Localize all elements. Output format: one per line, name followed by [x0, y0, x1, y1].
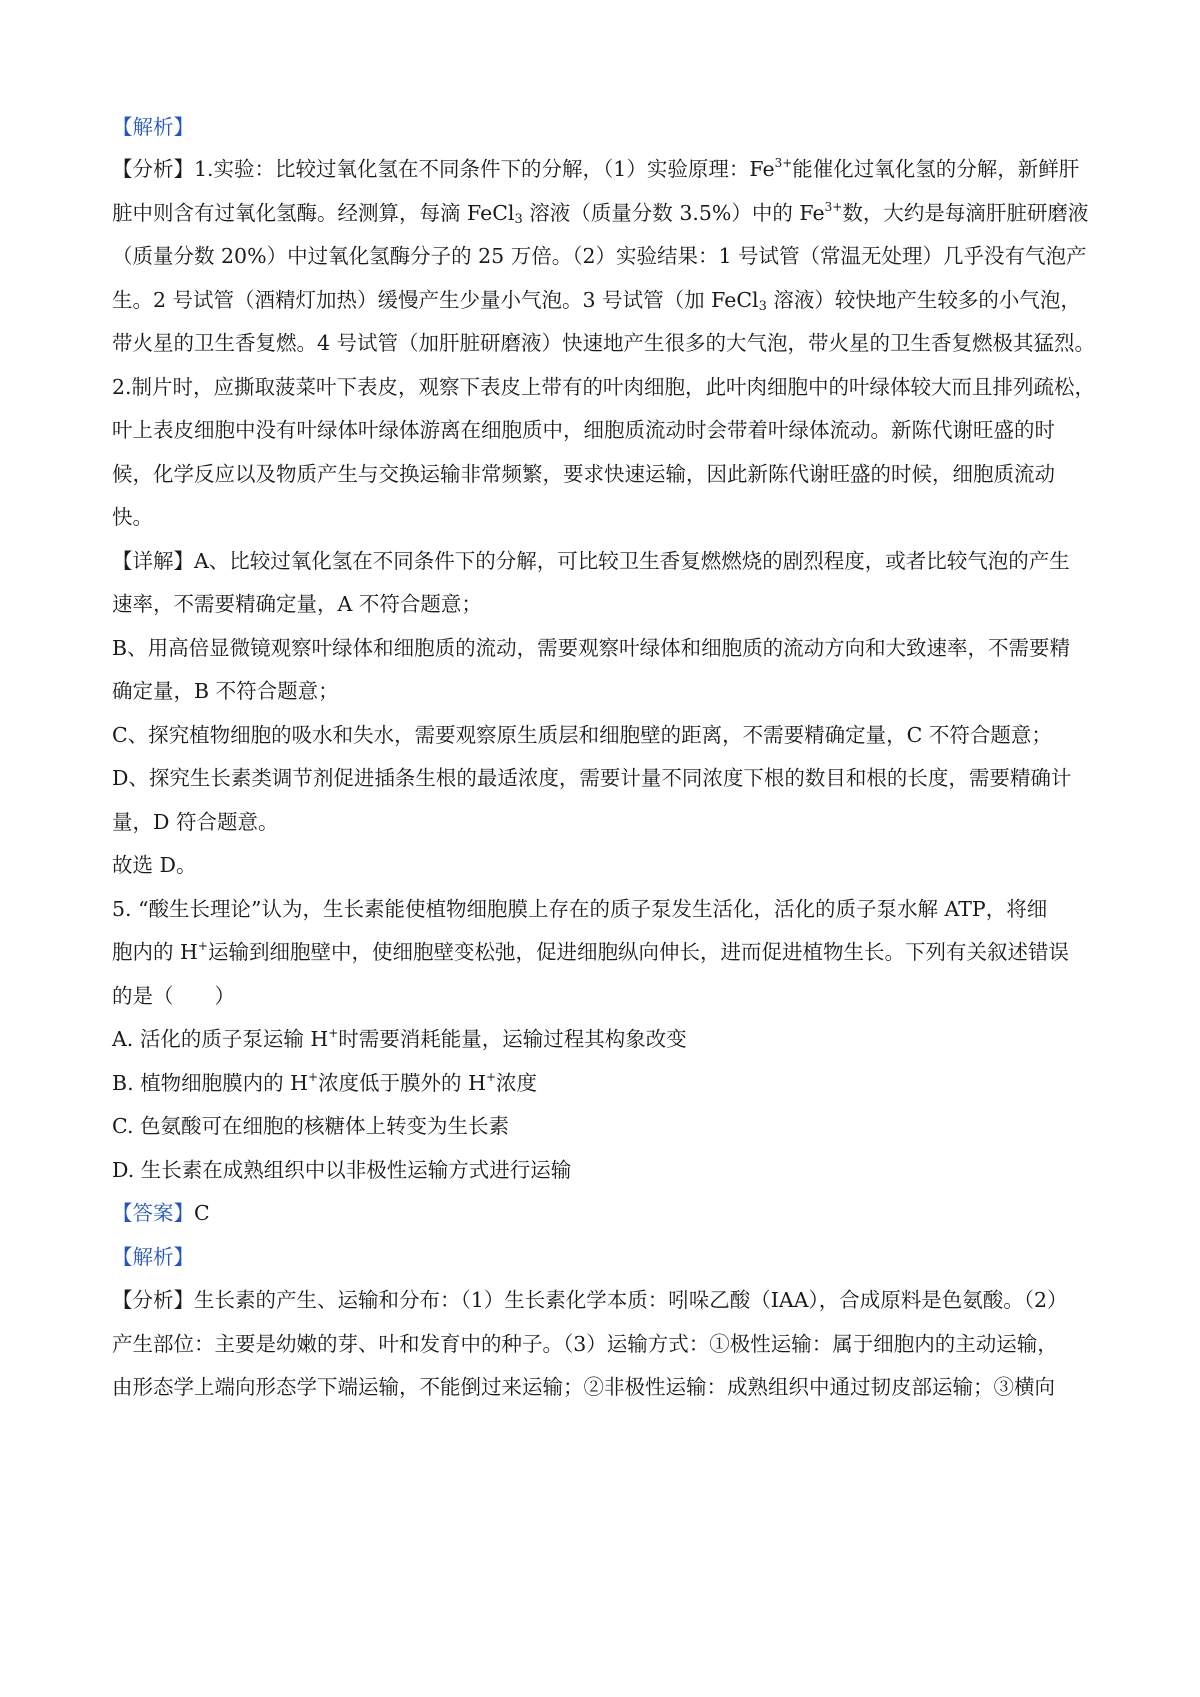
section-heading-jiexi	[112, 113, 194, 141]
answer-tag: 【答案】	[112, 1201, 194, 1225]
detail-line-b2: 确定量，B 不符合题意；	[112, 679, 339, 703]
option-a: A. 活化的质子泵运输 H+时需要消耗能量，运输过程其构象改变	[112, 1026, 687, 1051]
answer-line	[112, 1199, 210, 1227]
question-5-line-2: 胞内的 H+运输到细胞壁中，使细胞壁变松弛，促进细胞纵向伸长，进而促进植物生长。下列有关叙述错误	[112, 939, 1069, 964]
analysis-line-3: （质量分数 20%）中过氧化氢酶分子的 25 万倍。（2）实验结果：1 号试管（常温无处理）几乎没有气泡产	[112, 244, 1087, 268]
detail-tag: 【详解】	[112, 549, 194, 573]
analysis-line-5: 带火星的卫生香复燃。4 号试管（加肝脏研磨液）快速地产生很多的大气泡，带火星的卫生香复燃极其猛烈。	[112, 331, 1096, 355]
question-5-line-3: 的是（ ）	[112, 984, 235, 1008]
analysis-line-2: 脏中则含有过氧化氢酶。经测算，每滴 FeCl$_3$ 溶液（质量分数 3.5%）中的 $Fe^{3+}$数，大约是每滴肝脏研磨液	[112, 200, 1089, 227]
analysis-2-tag: 【分析】	[112, 1288, 194, 1312]
analysis-line-6: 2.制片时，应撕取菠菜叶下表皮，观察下表皮上带有的叶肉细胞，此叶肉细胞中的叶绿体较大而且排列疏松，	[112, 375, 1096, 399]
analysis-line-9: 快。	[112, 505, 153, 529]
analysis-line-8: 候，化学反应以及物质产生与交换运输非常频繁，要求快速运输，因此新陈代谢旺盛的时候，细胞质流动	[112, 462, 1055, 486]
section-heading-jiexi-2: 【解析】	[112, 1245, 194, 1269]
analysis-2-line-1: 【分析】生长素的产生、运输和分布：（1）生长素化学本质：吲哚乙酸（IAA），合成原料是色氨酸。（2）	[112, 1288, 1068, 1312]
analysis-line-1: 【分析】1.实验：比较过氧化氢在不同条件下的分解，（1）实验原理：$Fe^{3+}$能催化过氧化氢的分解，新鲜肝	[112, 156, 1080, 181]
jiexi-tag: 【解析】	[112, 115, 194, 139]
detail-line-b1: B、用高倍显微镜观察叶绿体和细胞质的流动，需要观察叶绿体和细胞质的流动方向和大致速率，不需要精	[112, 636, 1071, 660]
analysis-tag: 【分析】	[112, 157, 194, 181]
answer-value: C	[194, 1201, 210, 1225]
question-5-line-1: 5. “酸生长理论”认为，生长素能使植物细胞膜上存在的质子泵发生活化，活化的质子泵水解 ATP，将细	[112, 897, 1048, 921]
analysis-2-line-2: 产生部位：主要是幼嫩的芽、叶和发育中的种子。（3）运输方式：①极性运输：属于细胞内的主动运输，	[112, 1332, 1058, 1356]
option-d: D. 生长素在成熟组织中以非极性运输方式进行运输	[112, 1158, 572, 1182]
detail-line-a1: 【详解】A、比较过氧化氢在不同条件下的分解，可比较卫生香复燃燃烧的剧烈程度，或者比较气泡的产生	[112, 549, 1070, 573]
analysis-2-line-3: 由形态学上端向形态学下端运输，不能倒过来运输；②非极性运输：成熟组织中通过韧皮部运输；③横向	[112, 1375, 1055, 1399]
detail-line-d2: 量，D 符合题意。	[112, 810, 279, 834]
detail-line-c1: C、探究植物细胞的吸水和失水，需要观察原生质层和细胞壁的距离，不需要精确定量，C 不符合题意；	[112, 723, 1052, 747]
detail-line-d1: D、探究生长素类调节剂促进插条生根的最适浓度，需要计量不同浓度下根的数目和根的长度，需要精确计	[112, 766, 1072, 790]
option-b: B. 植物细胞膜内的 H+浓度低于膜外的 H+浓度	[112, 1070, 538, 1095]
analysis-line-7: 叶上表皮细胞中没有叶绿体叶绿体游离在细胞质中，细胞质流动时会带着叶绿体流动。新陈代谢旺盛的时	[112, 418, 1055, 442]
detail-line-a2: 速率，不需要精确定量，A 不符合题意；	[112, 592, 482, 616]
analysis-line-4: 生。2 号试管（酒精灯加热）缓慢产生少量小气泡。3 号试管（加 FeCl$_3$ 溶液）较快地产生较多的小气泡，	[112, 288, 1081, 314]
detail-choose: 故选 D。	[112, 853, 197, 877]
option-c: C. 色氨酸可在细胞的核糖体上转变为生长素	[112, 1114, 509, 1138]
